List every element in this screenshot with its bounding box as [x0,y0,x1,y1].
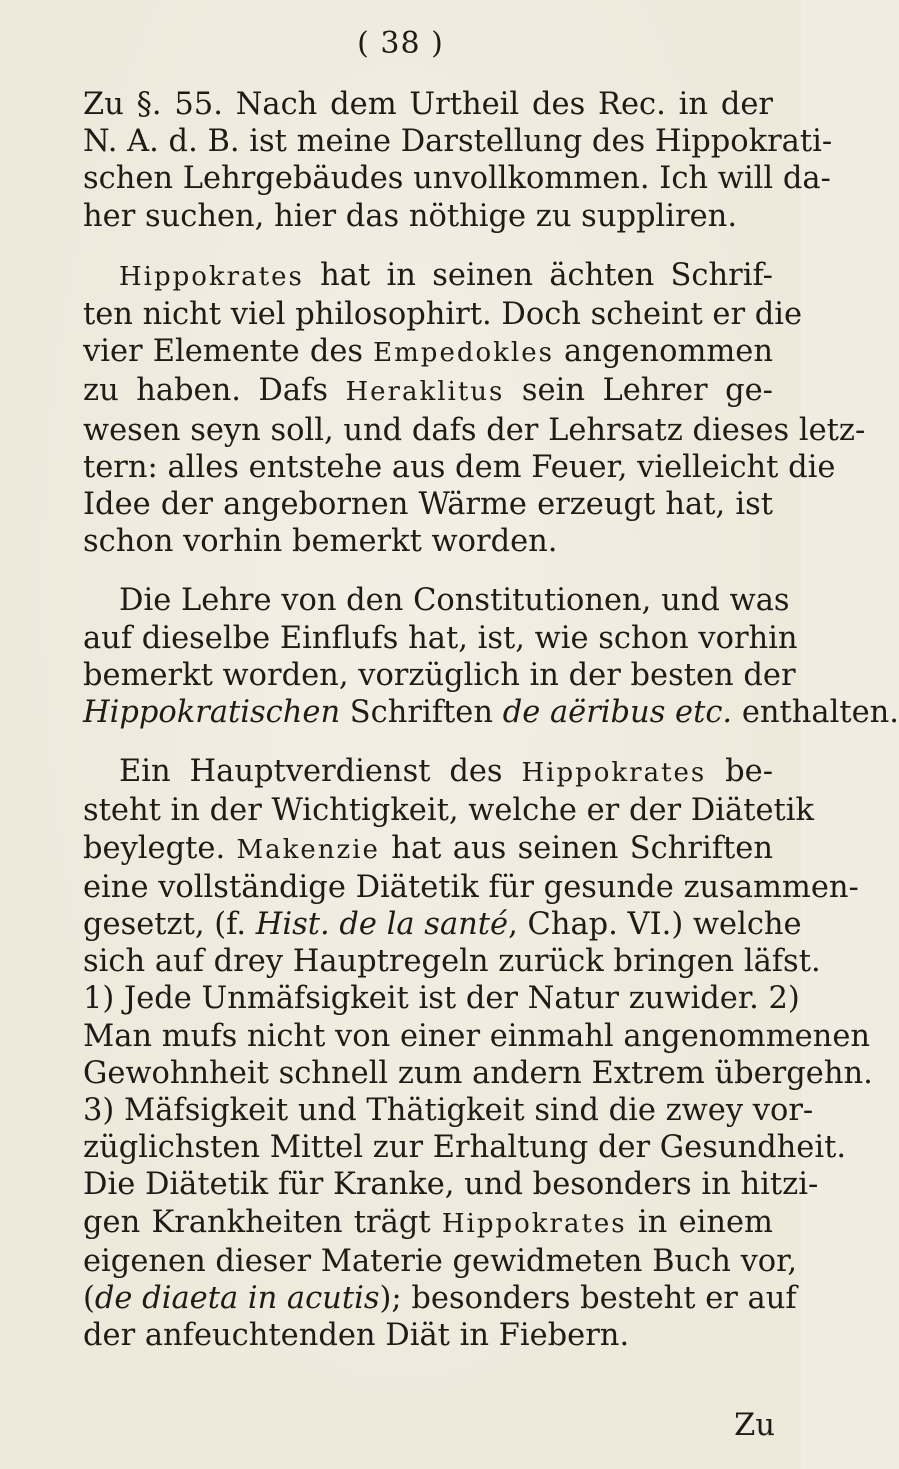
text-span: ); besonders besteht er auf [379,1281,797,1317]
text-span: ten nicht viel philosophirt. Doch scheint er die [83,297,803,333]
text-line [83,198,773,235]
text-span: sein Lehrer ge- [504,373,773,409]
text-span: angenommen [553,334,773,370]
text-line [83,257,773,296]
name-heraklitus: Heraklitus [345,377,505,408]
text-span: zu haben. Dafs [83,373,346,409]
text-span: Die Diätetik für Kranke, und besonders in hitzi- [83,1167,819,1203]
text-line [83,943,821,980]
text-line [83,1204,773,1243]
text-span: vier Elemente des [83,334,374,370]
text-line [83,694,899,731]
name-makenzie: Makenzie [236,834,380,865]
text-span: Die Lehre von den Constitutionen, und was [119,583,790,619]
text-span: beylegte. [83,830,237,866]
text-span: in einem [626,1204,773,1240]
text-line [83,160,831,197]
text-span: enthalten. [732,695,899,731]
text-line [83,1166,819,1203]
text-span: sich auf drey Hauptregeln zurück bringen läfst. [83,944,821,980]
text-line [83,582,790,619]
name-hippokrates: Hippokrates [119,261,304,292]
text-span: Idee der angebornen Wärme erzeugt hat, ist [83,487,773,523]
text-line [83,523,773,560]
text-span: Man mufs nicht von einer einmahl angenommenen [83,1018,871,1054]
name-hippokrates: Hippokrates [441,1208,627,1239]
text-span: tern: alles entstehe aus dem Feuer, vielleicht die [83,449,836,485]
text-line [83,620,798,657]
text-line [83,1018,871,1055]
italic-title: de diaeta in acutis [94,1281,380,1317]
name-empedokles: Empedokles [373,338,554,369]
text-span: schen Lehrgebäudes unvollkommen. Ich will da- [83,161,831,197]
text-line [83,1092,814,1129]
text-span: eine vollständige Diätetik für gesunde zusammen- [83,869,859,905]
text-line [83,753,773,792]
text-span: gen Krankheiten trägt [83,1204,442,1240]
text-span: Zu §. 55. Nach dem Urtheil des Rec. in der [83,87,773,122]
text-span: schon vorhin bemerkt worden. [83,524,558,560]
text-span: ( [83,1281,95,1317]
italic-text: Hippokratischen [83,695,341,731]
text-span: gesetzt, (f. [83,907,256,943]
text-span: wesen seyn soll, und dafs der Lehrsatz dieses letz- [83,412,866,448]
text-line [83,1280,797,1317]
italic-title: Hist. de la santé [255,907,509,943]
text-span: steht in der Wichtigkeit, welche er der Diätetik [83,793,815,829]
text-line [83,412,866,449]
text-span: be- [706,754,774,790]
text-span: N. A. d. B. ist meine Darstellung des Hippokrati- [83,124,833,160]
text-line [83,869,859,906]
text-span: Gewohnheit schnell zum andern Extrem übergehn. [83,1055,873,1091]
text-span: 3) Mäfsigkeit und Thätigkeit sind die zwey vor- [83,1093,814,1129]
text-line [83,486,773,523]
text-line [83,657,796,694]
name-hippokrates: Hippokrates [521,758,707,789]
text-line [83,123,833,160]
text-line [83,1055,873,1092]
text-line [83,333,773,372]
text-line [83,449,836,486]
text-span: züglichsten Mittel zur Erhaltung der Gesundheit. [83,1130,847,1166]
catchword: Zu [734,1408,775,1443]
paragraph-3 [83,582,899,731]
text-line [83,1317,773,1354]
text-line [83,906,802,943]
text-line [83,372,773,411]
body-text [83,86,899,1377]
paragraph-2 [83,257,866,561]
italic-title: de aëribus etc. [502,695,733,731]
text-line [83,1129,847,1166]
paragraph-1 [83,86,833,235]
text-line [83,1243,798,1280]
text-line [83,830,773,869]
text-span: Schriften [340,695,503,731]
text-span: auf dieselbe Einflufs hat, ist, wie schon vorhin [83,620,798,656]
text-line [83,792,815,829]
text-span: hat aus seinen Schriften [379,830,773,866]
page-number: ( 38 ) [357,26,444,61]
text-line [83,86,773,123]
text-span: eigenen dieser Materie gewidmeten Buch vor, [83,1243,798,1279]
text-span: her suchen, hier das nöthige zu suppliren. [83,198,738,234]
text-span: Ein Hauptverdienst des [119,754,522,790]
text-span: 1) Jede Unmäfsigkeit ist der Natur zuwider. 2) [83,981,800,1017]
text-span: der anfeuchtenden Diät in Fiebern. [83,1318,630,1354]
text-span: bemerkt worden, vorzüglich in der besten der [83,657,796,693]
text-line [83,980,800,1017]
text-line [83,296,803,333]
text-span: hat in seinen ächten Schrif- [303,257,773,293]
text-span: , Chap. VI.) welche [508,907,802,943]
paragraph-4 [83,753,873,1354]
